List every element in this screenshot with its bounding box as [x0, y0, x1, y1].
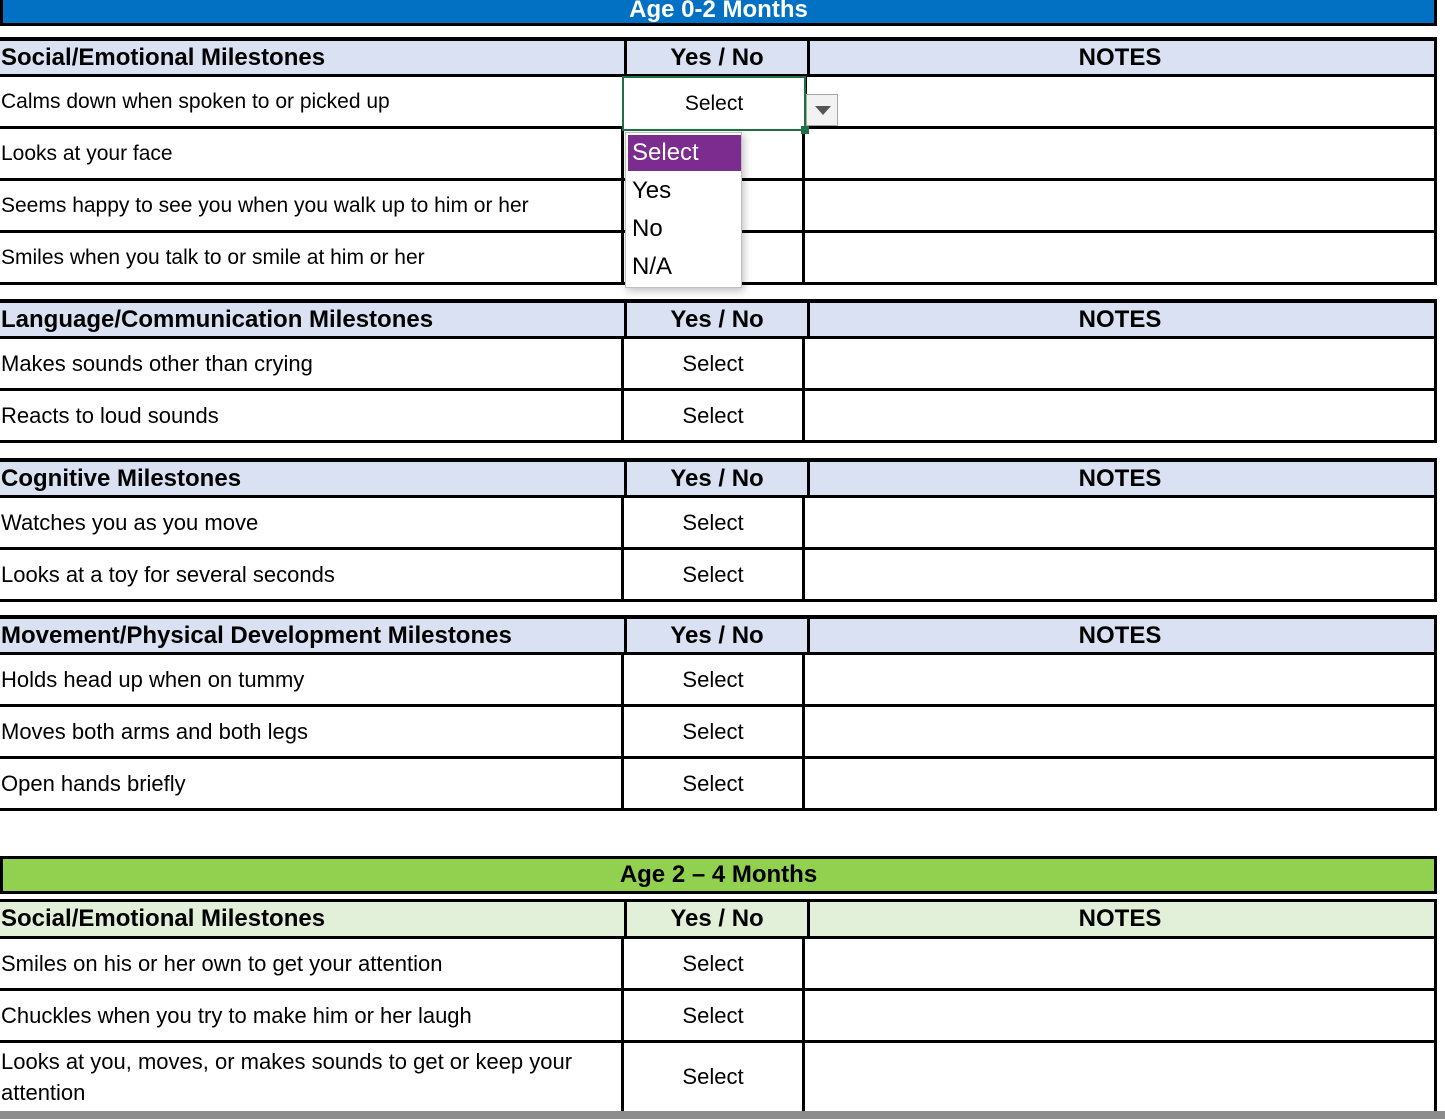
notes-cell[interactable]	[806, 129, 1434, 178]
age-banner-title: Age 0-2 Months	[629, 0, 808, 23]
yes-no-select[interactable]: Select	[621, 339, 805, 388]
age-banner-title: Age 2 – 4 Months	[619, 861, 818, 888]
notes-cell[interactable]	[806, 939, 1434, 988]
yes-no-header: Yes / No	[624, 303, 810, 336]
notes-cell[interactable]	[806, 181, 1434, 230]
notes-header: NOTES	[1078, 905, 1162, 932]
active-select-value: Select	[684, 91, 744, 115]
notes-header: NOTES	[1078, 621, 1162, 649]
yes-no-header: Yes / No	[624, 619, 810, 652]
yes-no-header: Yes / No	[624, 462, 810, 495]
yes-no-select[interactable]: Select	[621, 939, 805, 988]
dropdown-arrow-icon[interactable]	[806, 94, 838, 126]
table-row	[0, 498, 1437, 550]
section-title: Social/Emotional Milestones	[1, 905, 326, 932]
yes-no-select[interactable]: Select	[621, 655, 805, 704]
active-select-cell[interactable]	[622, 76, 806, 131]
yes-no-select[interactable]: Select	[621, 550, 805, 599]
yes-no-header: Yes / No	[624, 41, 810, 74]
notes-cell[interactable]	[806, 1043, 1434, 1111]
dropdown-option-yes[interactable]: Yes	[632, 177, 672, 204]
milestone-text: Open hands briefly	[1, 771, 186, 796]
yes-no-select[interactable]: Select	[621, 498, 805, 547]
bottom-border-bar	[0, 1111, 1445, 1119]
dropdown-option-na[interactable]: N/A	[632, 253, 673, 280]
notes-cell[interactable]	[804, 77, 1434, 126]
milestone-text: Looks at a toy for several seconds	[1, 562, 335, 587]
yes-no-select[interactable]: Select	[621, 391, 805, 440]
notes-cell[interactable]	[806, 339, 1434, 388]
notes-header: NOTES	[1078, 43, 1162, 71]
section-title: Movement/Physical Development Milestones	[1, 621, 512, 649]
table-row	[0, 759, 1437, 811]
yes-no-header: Yes / No	[624, 902, 810, 936]
milestone-text: Smiles when you talk to or smile at him or her	[1, 246, 425, 269]
notes-cell[interactable]	[806, 498, 1434, 547]
age-0-2-banner	[0, 0, 1437, 26]
section-title: Social/Emotional Milestones	[1, 43, 326, 71]
notes-cell[interactable]	[806, 550, 1434, 599]
table-row	[0, 707, 1437, 759]
milestone-text: Looks at your face	[1, 142, 173, 165]
notes-cell[interactable]	[806, 655, 1434, 704]
dropdown-option-select[interactable]: Select	[628, 135, 741, 171]
milestone-text: Calms down when spoken to or picked up	[1, 90, 390, 113]
table-row	[0, 939, 1437, 991]
section-header-social-2-4	[0, 899, 1437, 939]
table-row	[0, 655, 1437, 707]
section-header-language	[0, 299, 1437, 339]
section-header-cognitive	[0, 458, 1437, 498]
notes-cell[interactable]	[806, 233, 1434, 282]
notes-header: NOTES	[1078, 464, 1162, 492]
milestone-text: Looks at you, moves, or makes sounds to get or keep your attention	[1, 1049, 573, 1105]
yes-no-select[interactable]: Select	[621, 707, 805, 756]
dropdown-list	[625, 132, 742, 288]
section-title: Language/Communication Milestones	[1, 305, 434, 333]
notes-cell[interactable]	[806, 991, 1434, 1040]
age-2-4-banner	[0, 856, 1437, 894]
dropdown-option-no[interactable]: No	[632, 215, 663, 242]
table-row	[0, 991, 1437, 1043]
section-title: Cognitive Milestones	[1, 464, 242, 492]
notes-cell[interactable]	[806, 707, 1434, 756]
milestone-text: Chuckles when you try to make him or her laugh	[1, 1003, 472, 1028]
milestone-text: Makes sounds other than crying	[1, 351, 313, 376]
milestone-text: Moves both arms and both legs	[1, 719, 308, 744]
yes-no-select[interactable]: Select	[621, 991, 805, 1040]
milestone-text: Smiles on his or her own to get your attention	[1, 951, 443, 976]
yes-no-select[interactable]: Select	[621, 1043, 805, 1111]
section-header-social	[0, 37, 1437, 77]
table-row	[0, 339, 1437, 391]
milestone-text: Watches you as you move	[1, 510, 259, 535]
table-row	[0, 550, 1437, 602]
milestone-text: Reacts to loud sounds	[1, 403, 219, 428]
table-row	[0, 391, 1437, 443]
notes-cell[interactable]	[806, 759, 1434, 808]
fill-handle[interactable]	[801, 126, 809, 134]
section-header-movement	[0, 615, 1437, 655]
milestone-text: Holds head up when on tummy	[1, 667, 305, 692]
yes-no-select[interactable]: Select	[621, 759, 805, 808]
table-row	[0, 1043, 1437, 1111]
notes-cell[interactable]	[806, 391, 1434, 440]
milestone-text: Seems happy to see you when you walk up to him or her	[1, 194, 529, 217]
notes-header: NOTES	[1078, 305, 1162, 333]
